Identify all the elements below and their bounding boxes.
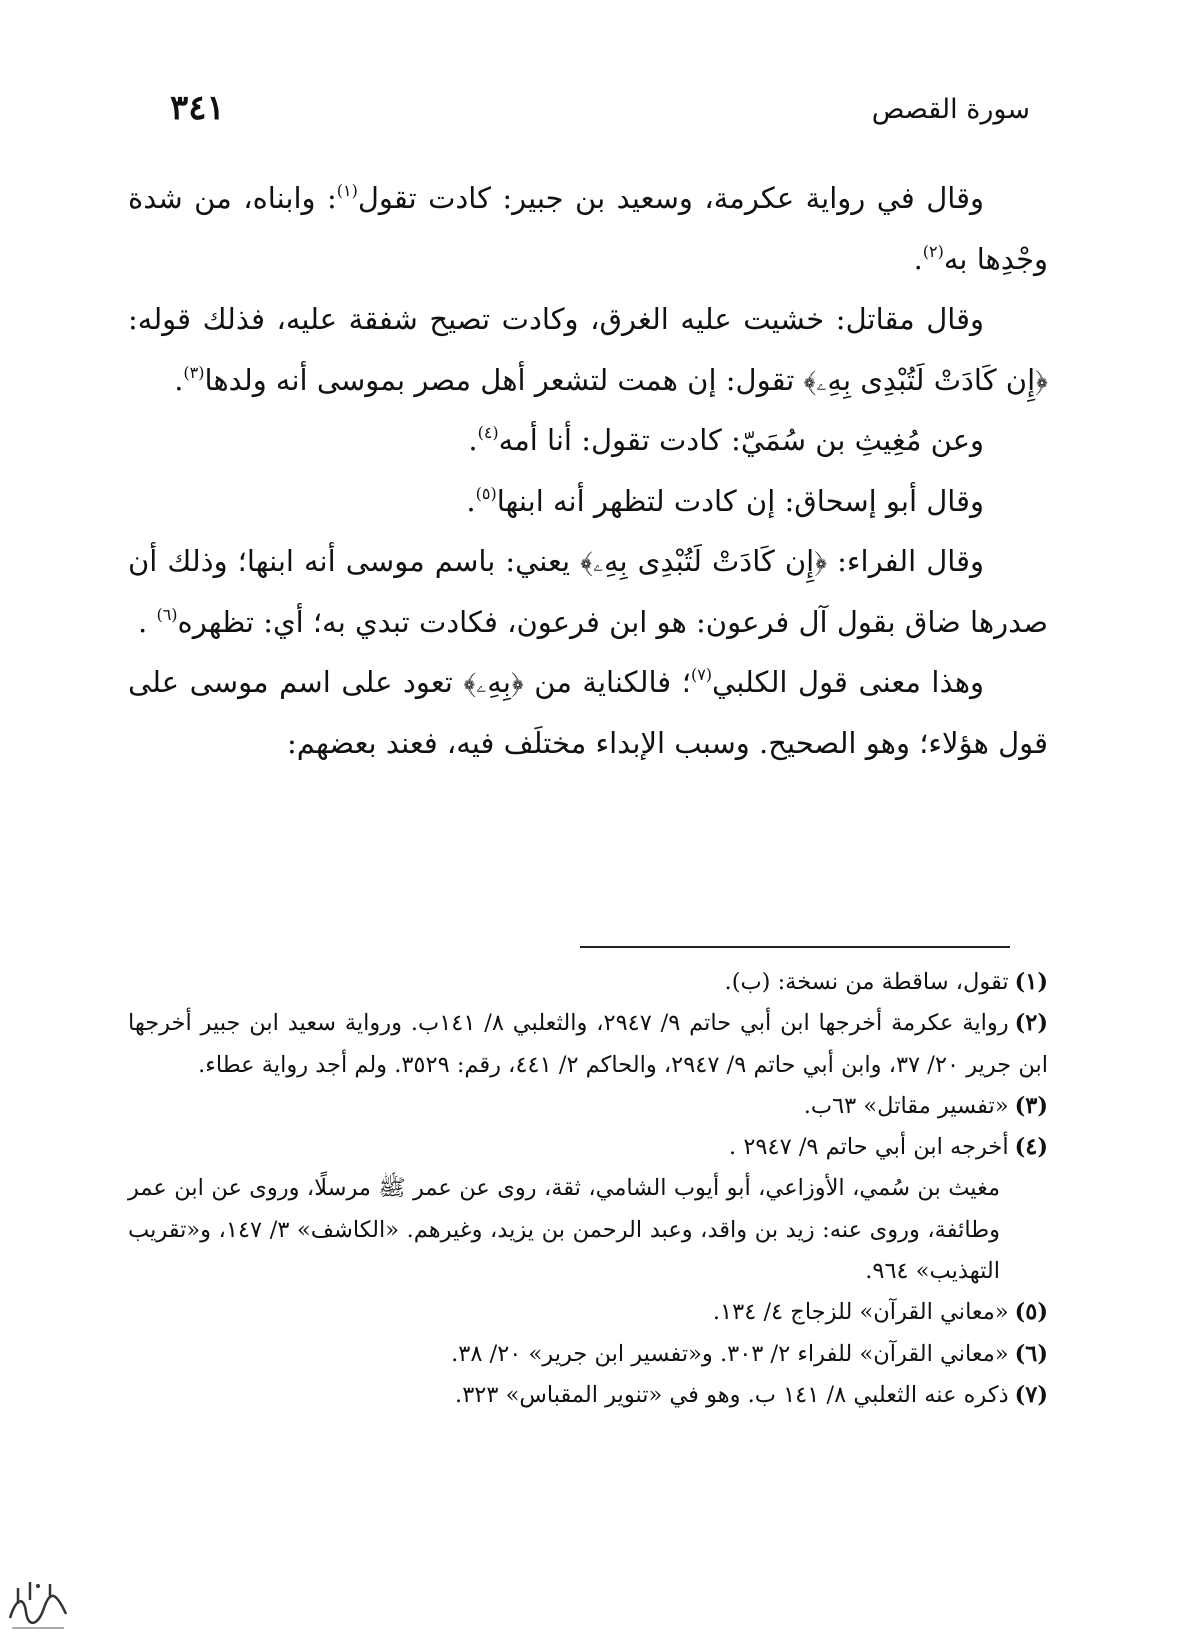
footnote-ref[interactable]: (٦) [156,604,178,624]
footnote-biography: مغيث بن سُمي، الأوزاعي، أبو أيوب الشامي، ثقة، روى عن عمر ﷺ مرسلًا، وروى عن ابن عمر وطائفة، وروى عنه: زيد بن واقد، وعبد الرحمن بن يزيد، وغيرهم. «الكاشف» ٣/ ١٤٧، و«تقريب التهذيب» ٩٦٤. [128,1175,1000,1285]
paragraph: وعن مُغِيثِ بن سُمَيّ: كادت تقول: أنا أمه$^{(٤)}$. [468,423,984,457]
footnote-ref[interactable]: (٢) [922,241,944,261]
footnote-item: (٥)«معاني القرآن» للزجاج ٤/ ١٣٤. [712,1299,1048,1326]
footnote-item: (٣)«تفسير مقاتل» ٦٣ب. [803,1092,1048,1119]
footnotes [128,962,1048,1416]
footnote-ref[interactable]: (١) [336,181,358,200]
paragraph: وهذا معنى قول الكلبي$^{(٧)}$؛ فالكناية من ﴿بِهِۦ﴾ تعود على اسم موسى على قول هؤلاء؛ وهو الصحيح. وسبب الإبداء مختلَف فيه، فعند بعضهم: [128,665,1048,760]
paragraph: وقال الفراء: ﴿إِن كَادَتْ لَتُبْدِى بِهِۦ﴾ يعني: باسم موسى أنه ابنها؛ وذلك أن صدرها ضاق بقول آل فرعون: هو ابن فرعون، فكادت تبدي به؛ أي: تظهره$^{(٦)}$ . [128,544,1048,639]
footnote-ref[interactable]: (٣) [183,362,205,382]
footnote-ref[interactable]: (٤) [477,423,499,442]
footnote-item: (١)تقول، ساقطة من نسخة: (ب). [724,969,1048,995]
watermark-logo [4,1568,74,1638]
footnote-divider [580,946,1010,948]
paragraph: وقال أبو إسحاق: إن كادت لتظهر أنه ابنها$^{(٥)}$. [466,483,984,518]
footnote-item: (٦)«معاني القرآن» للفراء ٢/ ٣٠٣. و«تفسير ابن جرير» ٢٠/ ٣٨. [451,1340,1048,1367]
footnote-item: (٧)ذكره عنه الثعلبي ٨/ ١٤١ ب. وهو في «تنوير المقباس» ٣٢٣. [455,1381,1048,1408]
footnote-item: (٤)أخرجه ابن أبي حاتم ٩/ ٢٩٤٧ . [729,1134,1048,1161]
footnote-item: (٢)رواية عكرمة أخرجها ابن أبي حاتم ٩/ ٢٩٤٧، والثعلبي ٨/ ١٤١ب. ورواية سعيد ابن جبير أخرجها ابن جرير ٢٠/ ٣٧، وابن أبي حاتم ٩/ ٢٩٤٧، والحاكم ٢/ ٤٤١، رقم: ٣٥٢٩. ولم أجد رواية عطاء. [128,1010,1048,1078]
footnote-ref[interactable]: (٧) [690,665,713,684]
paragraph: وقال مقاتل: خشيت عليه الغرق، وكادت تصيح شفقة عليه، فذلك قوله: ﴿إِن كَادَتْ لَتُبْدِى بِهِۦ﴾ تقول: إن همت لتشعر أهل مصر بموسى أنه ولدها$^{(٣)}$. [128,302,1048,397]
paragraph: وقال في رواية عكرمة، وسعيد بن جبير: كادت تقول$^{(١)}$: وابناه، من شدة وجْدِها به$^{(٢)}$. [128,181,1048,276]
page-number: ٣٤١ [170,88,225,128]
main-text [128,168,1048,773]
footnote-ref[interactable]: (٥) [475,483,497,503]
page-header [170,88,1030,148]
surah-title: سورة القصص [871,94,1030,125]
